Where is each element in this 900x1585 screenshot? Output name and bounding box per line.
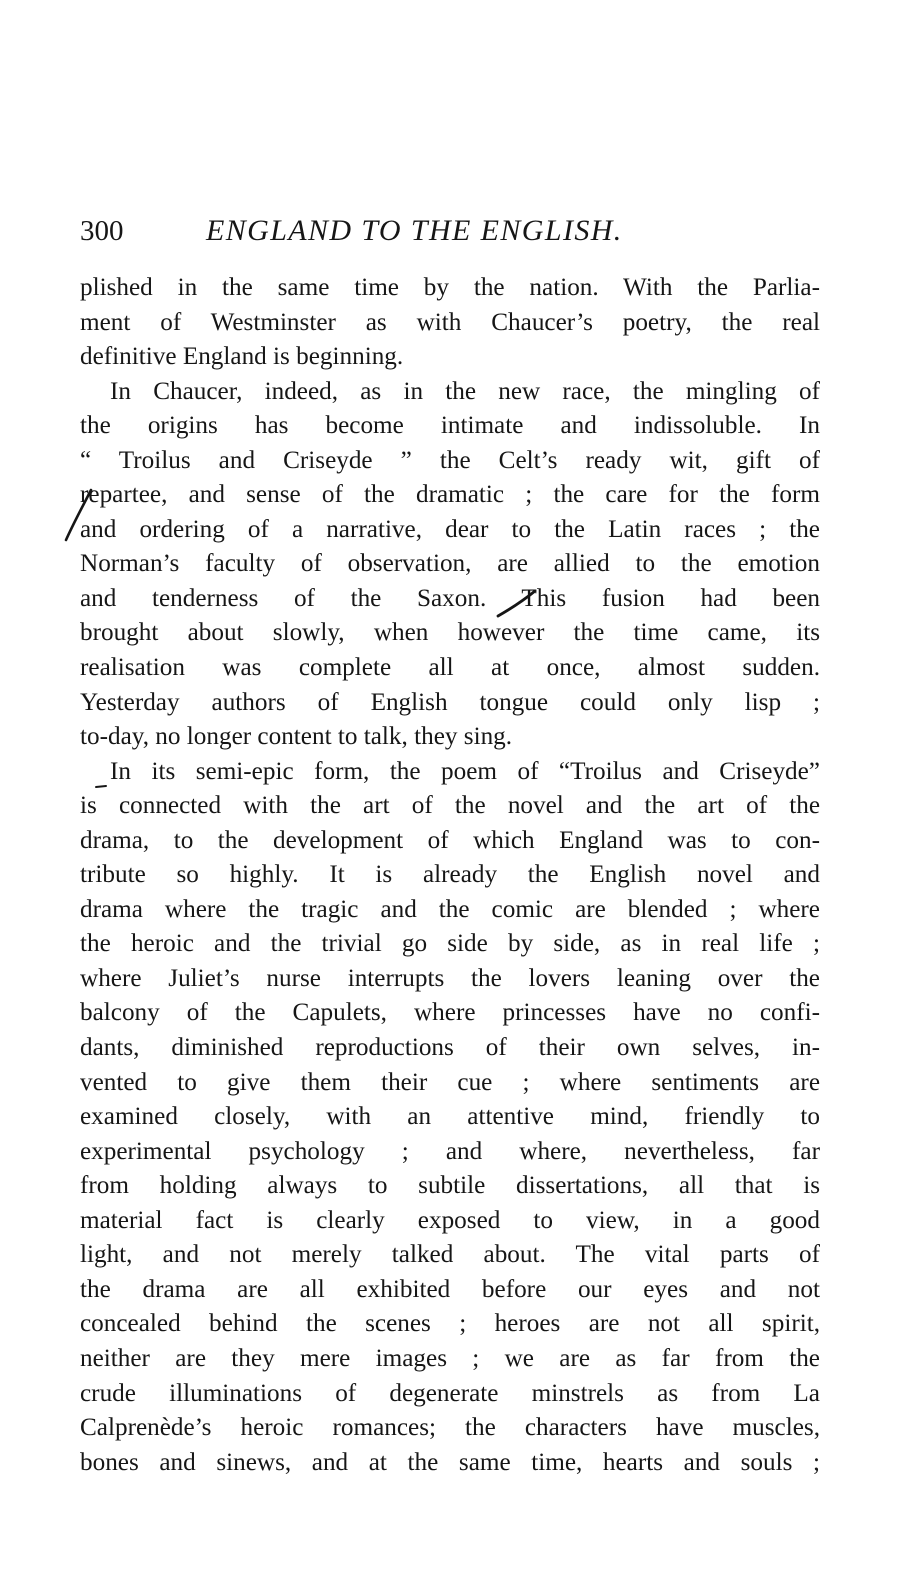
running-head	[80, 211, 820, 251]
text-line: light, and not merely talked about. The vital parts of	[80, 1241, 820, 1269]
text-line: dants, diminished reproductions of their own selves, in-	[80, 1034, 820, 1062]
text-line: examined closely, with an attentive mind, friendly to	[80, 1103, 820, 1131]
text-line: repartee, and sense of the dramatic ; the care for the form	[80, 481, 820, 509]
text-line: “ Troilus and Criseyde ” the Celt’s ready wit, gift of	[80, 446, 820, 474]
text-line: bones and sinews, and at the same time, hearts and souls ;	[80, 1448, 820, 1476]
paragraph-first-line: In Chaucer, indeed, as in the new race, the mingling of	[110, 377, 820, 405]
text-line: ment of Westminster as with Chaucer’s poetry, the real	[80, 308, 820, 336]
text-line: neither are they mere images ; we are as far from the	[80, 1344, 820, 1372]
text-line: plished in the same time by the nation. With the Parlia-	[80, 274, 820, 301]
text-line: definitive England is beginning.	[80, 343, 404, 371]
body-text	[80, 271, 820, 1480]
text-line: is connected with the art of the novel and the art of the	[80, 792, 820, 820]
text-line: Calprenède’s heroic romances; the characters have muscles,	[80, 1414, 820, 1442]
text-line: tribute so highly. It is already the English novel and	[80, 861, 820, 889]
text-line: realisation was complete all at once, almost sudden.	[80, 654, 820, 682]
page-number: 300	[80, 215, 124, 247]
text-line: and tenderness of the Saxon. This fusion had been	[80, 584, 820, 612]
text-line: Yesterday authors of English tongue could only lisp ;	[80, 688, 820, 716]
text-line: drama where the tragic and the comic are blended ; where	[80, 895, 820, 923]
text-line: crude illuminations of degenerate minstrels as from La	[80, 1379, 820, 1407]
text-line: experimental psychology ; and where, nevertheless, far	[80, 1137, 820, 1165]
text-line: the drama are all exhibited before our eyes and not	[80, 1275, 820, 1303]
paragraph-first-line: In its semi-epic form, the poem of “Troilus and Criseyde”	[110, 757, 820, 785]
text-line: brought about slowly, when however the time came, its	[80, 619, 820, 647]
text-line: vented to give them their cue ; where sentiments are	[80, 1068, 820, 1096]
text-line: and ordering of a narrative, dear to the Latin races ; the	[80, 515, 820, 543]
text-line: concealed behind the scenes ; heroes are not all spirit,	[80, 1310, 820, 1338]
text-line: drama, to the development of which England was to con-	[80, 826, 820, 854]
text-line: the heroic and the trivial go side by side, as in real life ;	[80, 930, 820, 958]
text-line: from holding always to subtile dissertations, all that is	[80, 1172, 820, 1200]
text-line: Norman’s faculty of observation, are allied to the emotion	[80, 550, 820, 578]
text-line: to-day, no longer content to talk, they sing.	[80, 723, 513, 751]
running-title: ENGLAND TO THE ENGLISH.	[206, 214, 623, 247]
text-line: material fact is clearly exposed to view, in a good	[80, 1206, 820, 1234]
text-line: the origins has become intimate and indissoluble. In	[80, 412, 820, 440]
text-line: where Juliet’s nurse interrupts the lovers leaning over the	[80, 964, 820, 992]
text-line: balcony of the Capulets, where princesses have no confi-	[80, 999, 820, 1027]
